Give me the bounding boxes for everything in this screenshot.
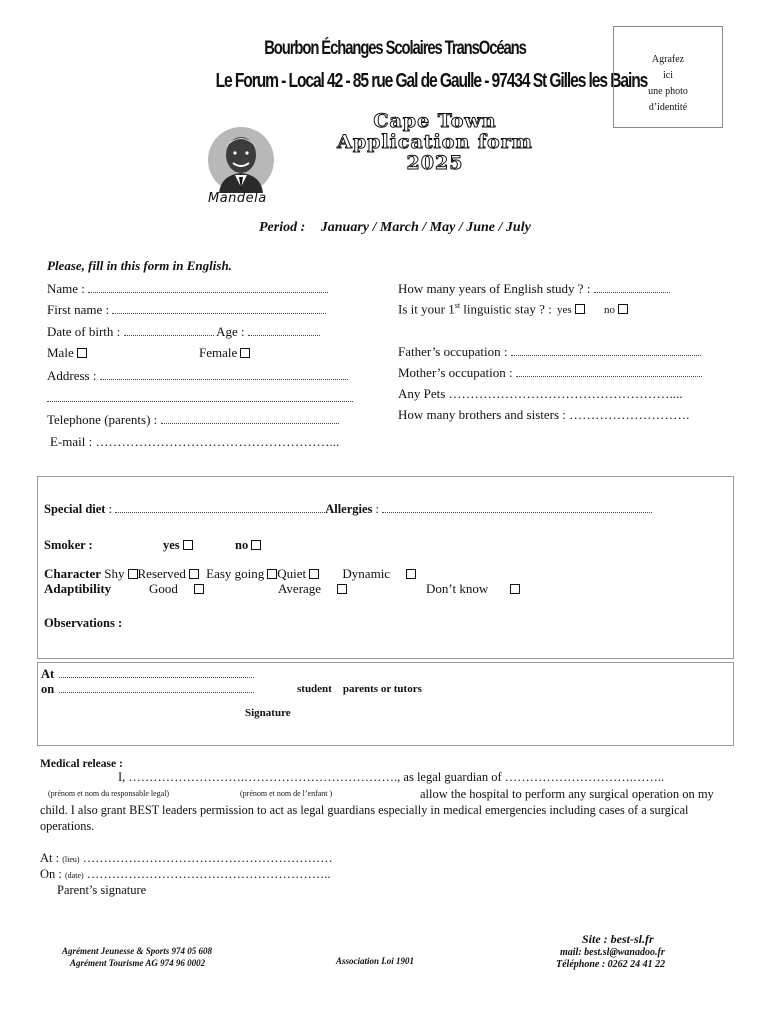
observations-label: Observations : (44, 616, 123, 630)
smoker-yes-label: yes (163, 538, 180, 552)
period-label: Period : (259, 220, 306, 235)
medical-at-hint: (lieu) (62, 855, 80, 864)
father-occupation-field[interactable] (398, 344, 701, 360)
stay-label-suffix: linguistic stay ? : (460, 301, 552, 317)
male-option[interactable] (47, 345, 87, 361)
adaptibility-good-label: Good (149, 581, 178, 596)
pets-field[interactable]: Any Pets …………………………………………….... (398, 386, 683, 401)
title-line-city: Cape Town (373, 110, 497, 132)
footer-agrement-tourisme: Agrément Tourisme AG 974 96 0002 (70, 958, 206, 968)
character-dynamic-label: Dynamic (342, 566, 391, 581)
address-field[interactable] (47, 368, 348, 384)
medical-on-label: On : (40, 867, 62, 881)
medical-on-field[interactable] (40, 867, 331, 882)
medical-on-dots[interactable]: ………………………………………………….. (86, 867, 331, 881)
allergies-colon: : (372, 502, 380, 516)
female-option[interactable] (199, 345, 250, 361)
character-easy-going-checkbox[interactable] (267, 569, 277, 579)
character-quiet-label: Quiet (277, 566, 307, 581)
character-quiet-checkbox[interactable] (309, 569, 319, 579)
smoker-no-label: no (235, 538, 249, 552)
allergies-input-line[interactable] (382, 502, 652, 513)
footer-association: Association Loi 1901 (336, 956, 415, 966)
special-diet-field[interactable] (44, 502, 652, 517)
mandela-portrait-icon (205, 125, 277, 195)
address-field-line-2[interactable] (47, 390, 353, 406)
adaptibility-good-checkbox[interactable] (194, 584, 204, 594)
telephone-input-line[interactable] (161, 413, 339, 424)
adaptibility-dont-know-checkbox[interactable] (510, 584, 520, 594)
english-years-input-line[interactable] (594, 282, 670, 293)
mother-input-line[interactable] (516, 366, 702, 377)
signature-label: Signature (245, 707, 291, 719)
sign-on-field[interactable] (41, 682, 254, 697)
footer-agrement-jeunesse: Agrément Jeunesse & Sports 974 05 608 (62, 946, 213, 956)
address-label: Address : (47, 368, 97, 383)
title-line-year: 2025 (406, 152, 464, 174)
adaptibility-good-option[interactable] (149, 581, 204, 597)
female-checkbox[interactable] (240, 348, 250, 358)
allergies-label: Allergies (325, 502, 373, 516)
first-name-label: First name : (47, 302, 110, 317)
photo-box-line-4: d’identité (648, 102, 688, 113)
address-input-line-2[interactable] (47, 391, 353, 402)
portrait-caption: Mandela (208, 191, 267, 206)
stay-yes-checkbox[interactable] (575, 304, 585, 314)
smoker-label: Smoker : (44, 538, 93, 552)
dob-age-field[interactable] (47, 324, 320, 340)
footer-site: Site : best-sl.fr (582, 932, 654, 946)
footer-phone: Téléphone : 0262 24 41 22 (556, 959, 666, 970)
character-reserved-checkbox[interactable] (189, 569, 199, 579)
adaptibility-dont-know-option[interactable] (426, 581, 520, 597)
sign-at-label: At (41, 667, 55, 681)
adaptibility-dont-know-label: Don’t know (426, 581, 489, 596)
character-shy-label: Shy (104, 566, 125, 581)
special-diet-input-line[interactable] (115, 502, 325, 513)
father-label: Father’s occupation : (398, 344, 508, 359)
adaptibility-average-option[interactable] (278, 581, 347, 597)
english-years-label: How many years of English study ? : (398, 281, 591, 296)
stay-yes-label: yes (557, 304, 572, 317)
character-row (44, 566, 416, 582)
sign-at-input-line[interactable] (59, 667, 254, 678)
stay-no-checkbox[interactable] (618, 304, 628, 314)
age-input-line[interactable] (248, 325, 320, 336)
adaptibility-average-label: Average (278, 581, 322, 596)
telephone-label: Telephone (parents) : (47, 412, 158, 427)
male-checkbox[interactable] (77, 348, 87, 358)
parent-signature-label: Parent’s signature (57, 883, 147, 897)
dob-label: Date of birth : (47, 324, 121, 339)
age-label: Age : (216, 324, 245, 339)
female-label: Female (199, 345, 238, 360)
first-name-input-line[interactable] (112, 303, 326, 314)
sign-on-input-line[interactable] (59, 682, 254, 693)
stay-no-label: no (603, 304, 615, 317)
address-input-line-1[interactable] (100, 369, 348, 380)
father-input-line[interactable] (511, 345, 701, 356)
footer-mail: mail: best.sl@wanadoo.fr (560, 947, 665, 958)
medical-allow-text: allow the hospital to perform any surgical operation on my (420, 787, 714, 801)
period-row (259, 220, 531, 236)
hint-child-name: (prénom et nom de l’enfant ) (240, 789, 333, 798)
male-label: Male (47, 345, 74, 360)
english-years-field[interactable] (398, 281, 670, 297)
smoker-yes-checkbox[interactable] (183, 540, 193, 550)
smoker-yes-option[interactable] (163, 538, 193, 553)
mother-label: Mother’s occupation : (398, 365, 513, 380)
medical-paragraph-line-3: operations. (40, 819, 95, 833)
character-label: Character (44, 566, 102, 581)
special-diet-label: Special diet (44, 502, 106, 516)
name-label: Name : (47, 281, 85, 296)
stay-label-sup: st (454, 301, 461, 310)
medical-paragraph-line-2: child. I also grant BEST leaders permission to act as legal guardians especially in medical emergencies including cases of a surgical (40, 803, 689, 817)
character-shy-checkbox[interactable] (128, 569, 138, 579)
mother-occupation-field[interactable] (398, 365, 702, 381)
instructions: Please, fill in this form in English. (47, 258, 232, 273)
adaptibility-label: Adaptibility (44, 581, 112, 596)
sign-on-label: on (41, 682, 55, 696)
medical-guardian-line[interactable]: I, ……………………….………………………………., as legal guardian of ………………………….…….. (118, 770, 665, 784)
form-title (290, 111, 580, 174)
stay-label-prefix: Is it your 1 (398, 301, 455, 317)
linguistic-stay-field (398, 301, 628, 317)
medical-on-hint: (date) (65, 871, 84, 880)
org-name: Bourbon Échanges Scolaires TransOcéans (264, 38, 526, 59)
adaptibility-average-checkbox[interactable] (337, 584, 347, 594)
medical-at-dots[interactable]: …………………………………………………… (82, 851, 333, 865)
medical-at-field[interactable] (40, 851, 333, 866)
photo-box-line-1: Agrafez (651, 54, 685, 65)
character-dynamic-checkbox[interactable] (406, 569, 416, 579)
telephone-field[interactable] (47, 412, 339, 428)
medical-release-title: Medical release : (40, 758, 123, 770)
dob-input-line[interactable] (124, 325, 214, 336)
photo-placeholder-box (613, 26, 723, 128)
org-address: Le Forum - Local 42 - 85 rue Gal de Gaulle - 97434 St Gilles les Bains (215, 70, 648, 92)
name-input-line[interactable] (88, 282, 328, 293)
name-field[interactable] (47, 281, 328, 297)
medical-at-label: At : (40, 851, 60, 865)
special-diet-colon: : (105, 502, 113, 516)
smoker-no-checkbox[interactable] (251, 540, 261, 550)
email-field[interactable]: E-mail : ………………………………………………... (50, 434, 340, 449)
sign-at-field[interactable] (41, 667, 254, 682)
photo-box-line-2: ici (663, 70, 673, 81)
character-easy-going-label: Easy going (206, 566, 265, 581)
period-months: January / March / May / June / July (320, 220, 531, 235)
character-reserved-label: Reserved (137, 566, 186, 581)
title-line-form: Application form (337, 131, 533, 153)
student-parents-label: student parents or tutors (297, 683, 422, 695)
hint-responsible-legal: (prénom et nom du responsable legal) (48, 789, 170, 798)
first-name-field[interactable] (47, 302, 326, 318)
smoker-no-option[interactable] (235, 538, 261, 553)
siblings-field[interactable]: How many brothers and sisters : ………………………. (398, 407, 690, 422)
photo-box-line-3: une photo (648, 86, 688, 97)
